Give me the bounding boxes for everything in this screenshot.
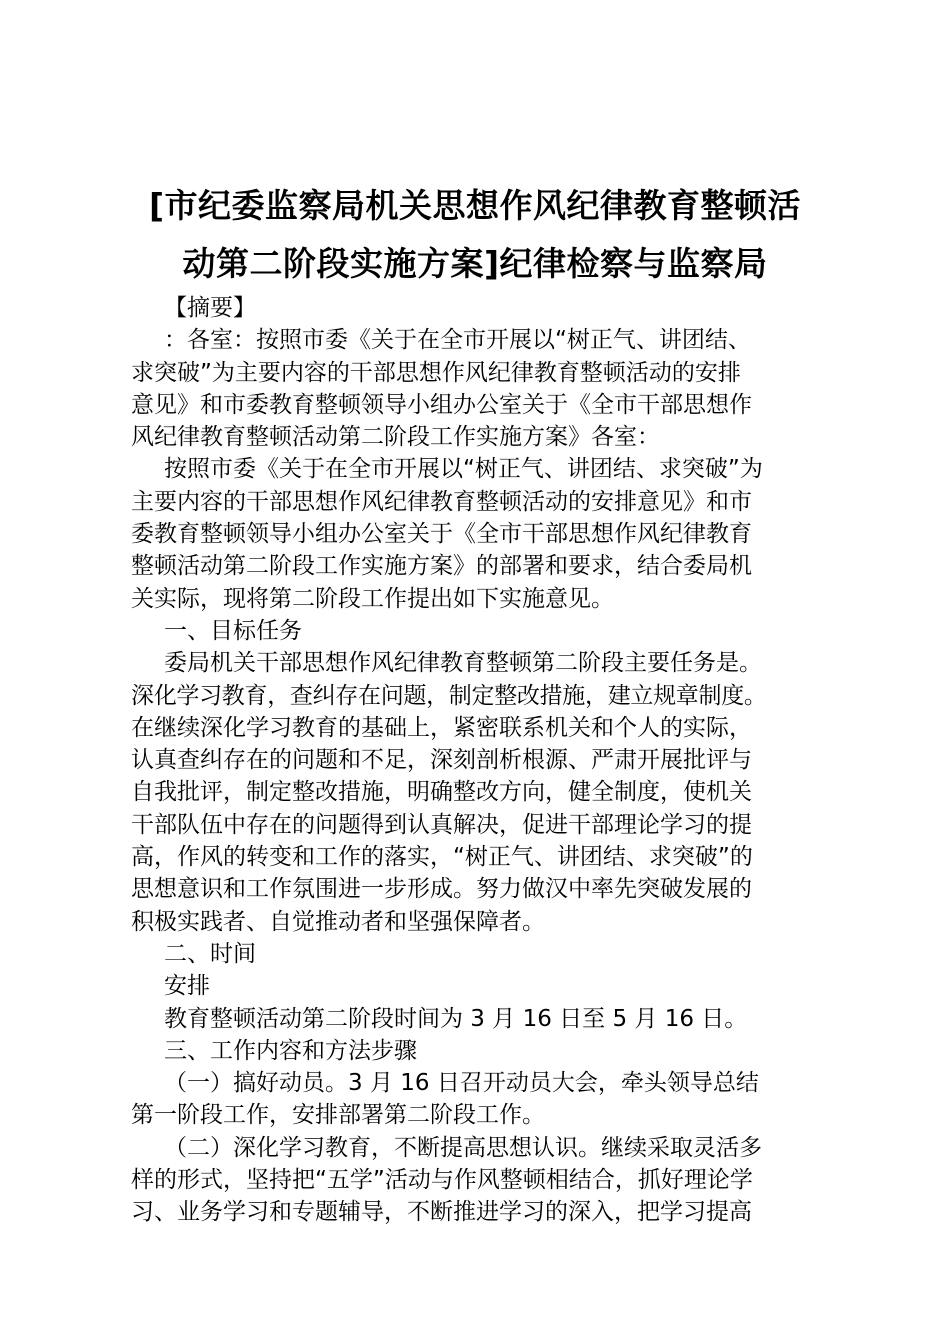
body-line: 样的形式，坚持把“五学”活动与作风整顿相结合，抓好理论学 — [131, 1167, 753, 1194]
body-line: 深化学习教育，查纠存在问题，制定整改措施，建立规章制度。 — [131, 682, 767, 709]
body-line: 积极实践者、自觉推动者和坚强保障者。 — [131, 908, 545, 935]
body-line: （二）深化学习教育，不断提高思想认识。继续采取灵活多 — [164, 1134, 762, 1161]
body-line: 思想意识和工作氛围进一步形成。努力做汉中率先突破发展的 — [131, 876, 752, 903]
section-heading: 三、工作内容和方法步骤 — [164, 1037, 417, 1064]
body-line: 主要内容的干部思想作风纪律教育整顿活动的安排意见》和市 — [131, 488, 752, 515]
body-line: 自我批评，制定整改措施，明确整改方向，健全制度，使机关 — [131, 779, 752, 806]
section-heading: 一、目标任务 — [164, 617, 302, 644]
body-line: 意见》和市委教育整顿领导小组办公室关于《全市干部思想作 — [131, 391, 752, 418]
document-body — [131, 292, 851, 1229]
document-title-line-1: [市纪委监察局机关思想作风纪律教育整顿活 — [148, 186, 802, 225]
body-line: 干部队伍中存在的问题得到认真解决，促进干部理论学习的提 — [131, 811, 752, 838]
body-line: 风纪律教育整顿活动第二阶段工作实施方案》各室： — [131, 424, 660, 451]
body-line: （一）搞好动员。3 月 16 日召开动员大会，牵头领导总结 — [164, 1070, 759, 1097]
body-line: 整顿活动第二阶段工作实施方案》的部署和要求，结合委局机 — [131, 553, 752, 580]
body-line: 关实际，现将第二阶段工作提出如下实施意见。 — [131, 585, 614, 612]
body-line: 高，作风的转变和工作的落实，“树正气、讲团结、求突破”的 — [131, 844, 753, 871]
body-line: 习、业务学习和专题辅导，不断推进学习的深入，把学习提高 — [131, 1199, 752, 1226]
body-line: 委教育整顿领导小组办公室关于《全市干部思想作风纪律教育 — [131, 521, 752, 548]
section-heading: 二、时间 — [164, 940, 256, 967]
body-line: 认真查纠存在的问题和不足，深刻剖析根源、严肃开展批评与 — [131, 747, 752, 774]
summary-heading: 【摘要】 — [164, 295, 256, 321]
document-title-line-2: 动第二阶段实施方案]纪律检察与监察局 — [182, 244, 768, 283]
body-line: 在继续深化学习教育的基础上，紧密联系机关和个人的实际， — [131, 714, 752, 741]
body-line: 求突破”为主要内容的干部思想作风纪律教育整顿活动的安排 — [131, 359, 741, 386]
body-line: 教育整顿活动第二阶段时间为 3 月 16 日至 5 月 16 日。 — [164, 1005, 748, 1032]
body-line: 按照市委《关于在全市开展以“树正气、讲团结、求突破”为 — [164, 456, 763, 483]
body-line: ：各室：按照市委《关于在全市开展以“树正气、讲团结、 — [164, 327, 751, 354]
body-line: 第一阶段工作，安排部署第二阶段工作。 — [131, 1102, 545, 1129]
body-line: 安排 — [164, 973, 210, 1000]
body-line: 委局机关干部思想作风纪律教育整顿第二阶段主要任务是。 — [164, 650, 762, 677]
